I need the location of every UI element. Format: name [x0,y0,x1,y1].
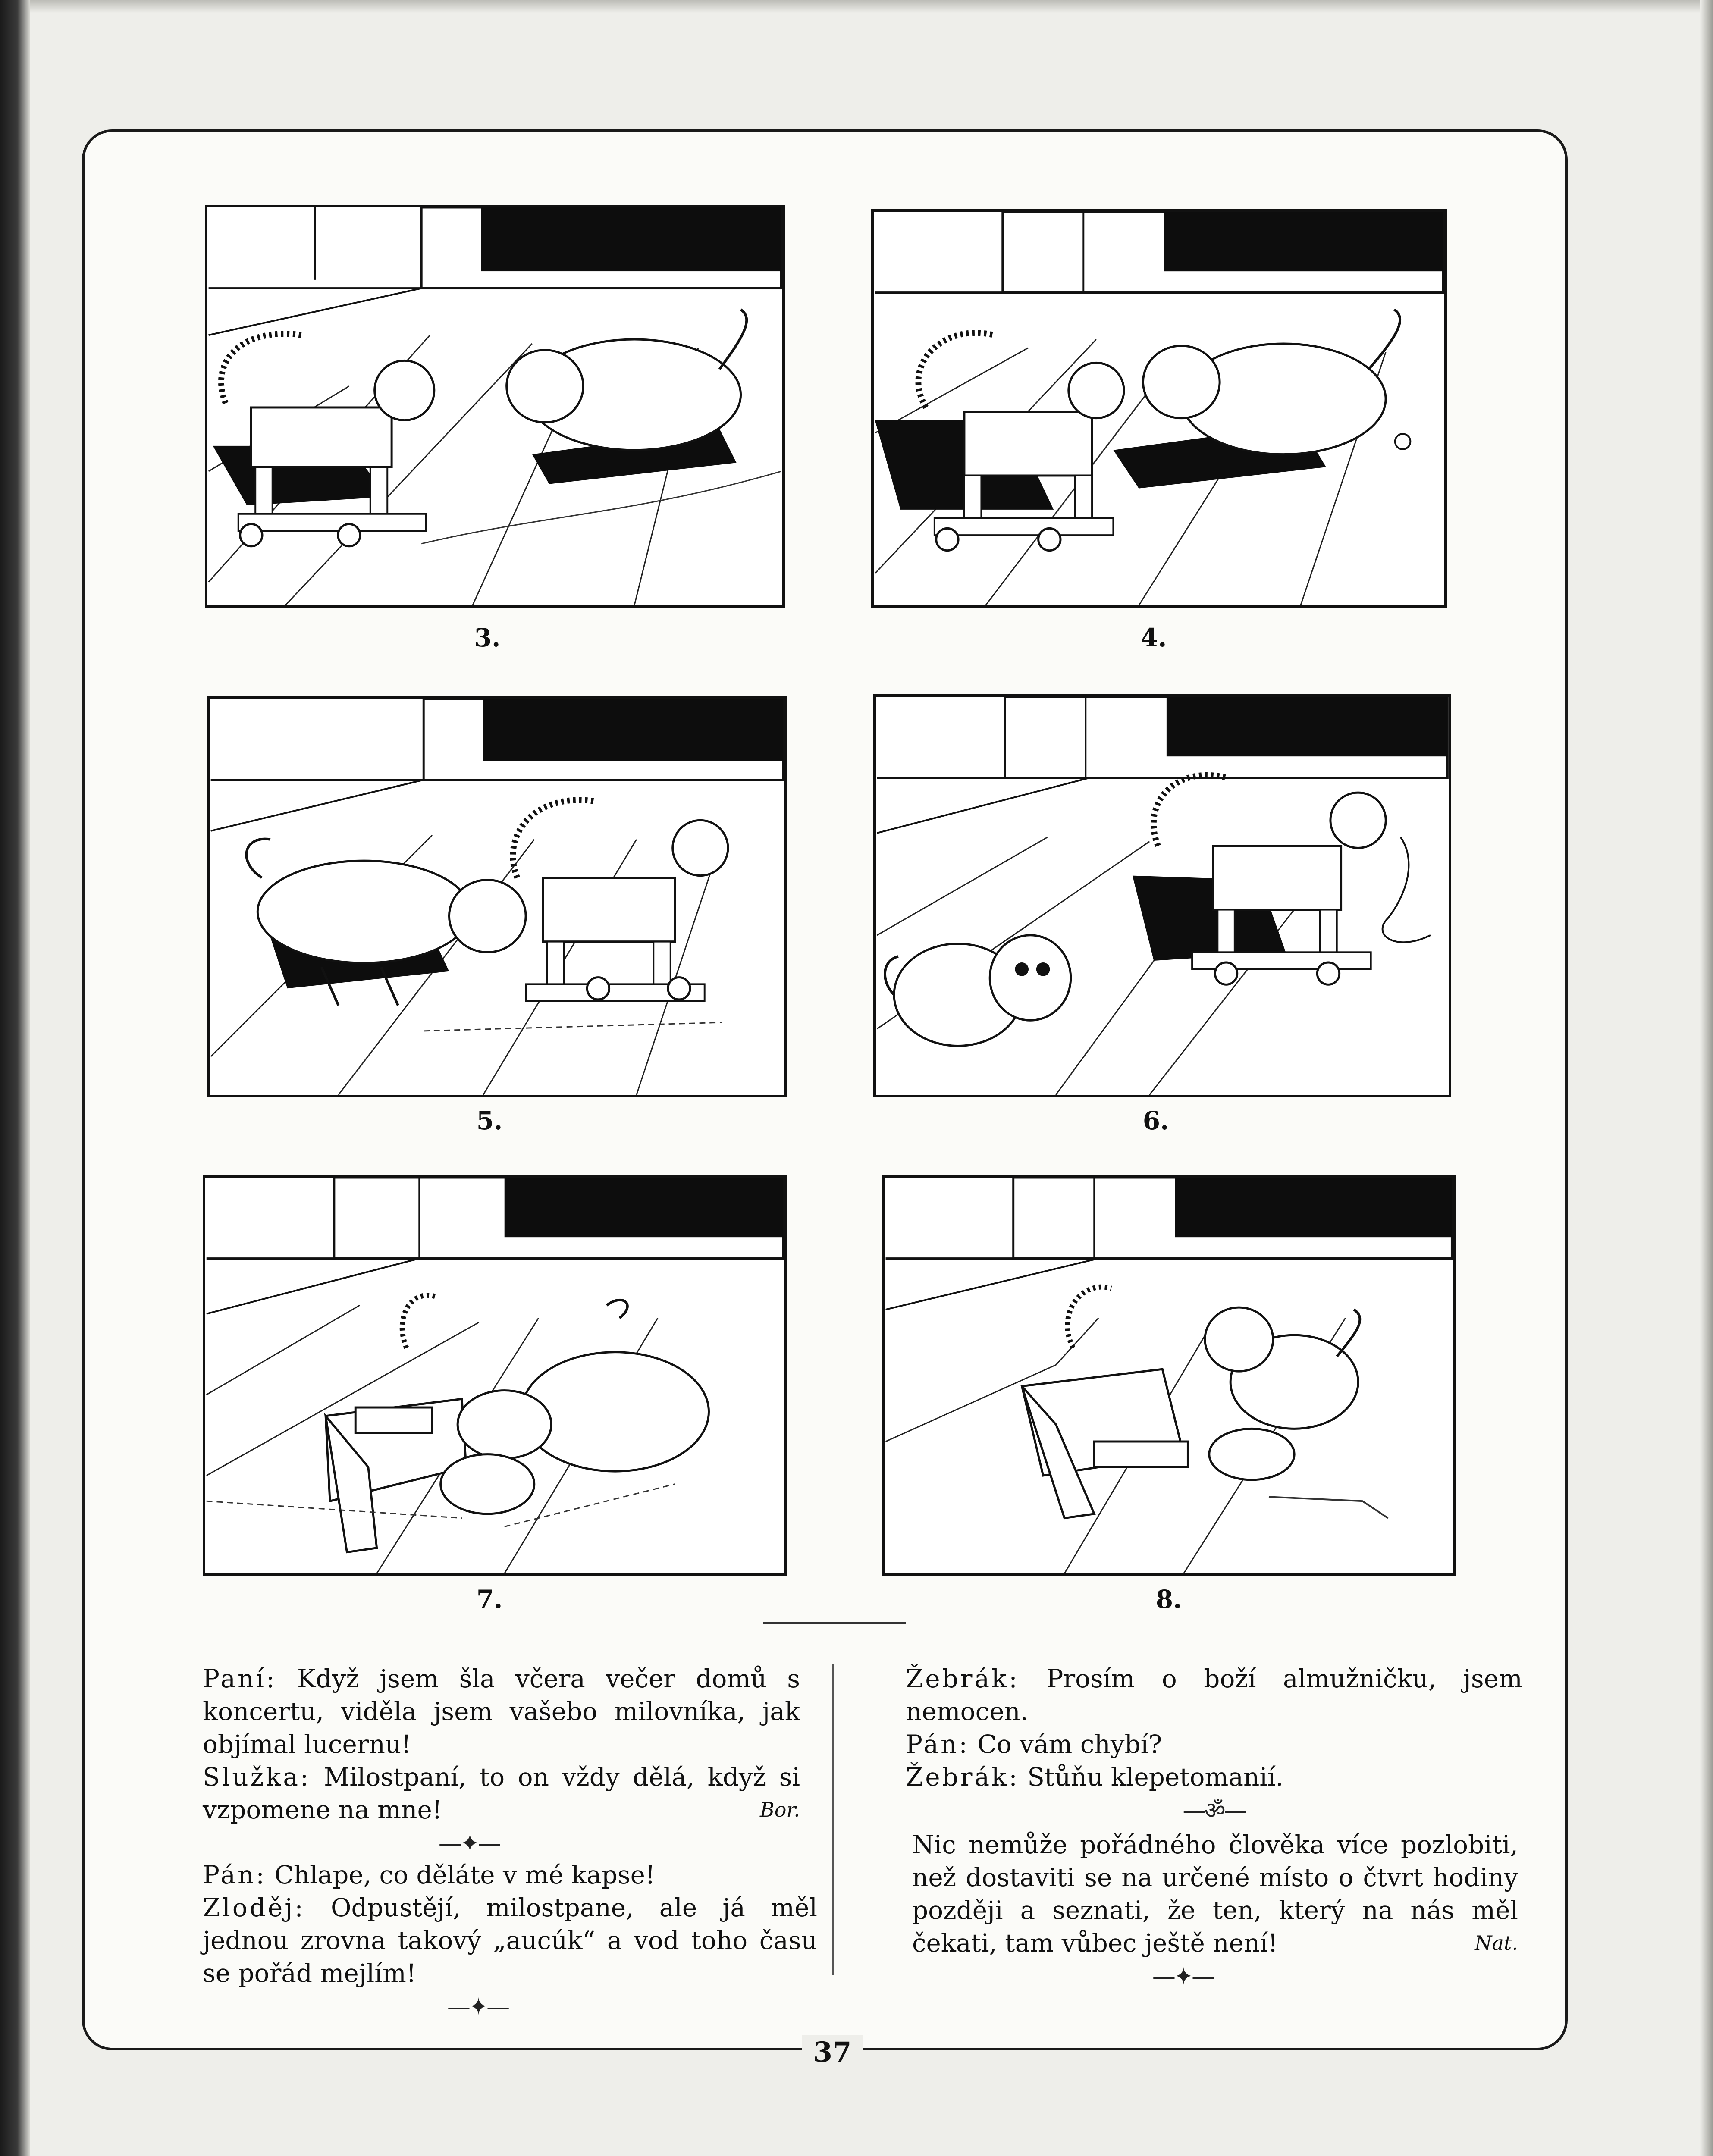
joke-right-1-text-2: Co vám chybí? [977,1730,1162,1759]
panel-8-drawing [885,1178,1453,1573]
joke-left-2 [138,1858,817,2024]
joke-right-2-text: Nic nemůže pořádného člověka více pozlobiti, než dostaviti se na určené místo o čtvrt hodiny později a seznati, že ten, který na nás měl čekati, tam vůbec ještě není! [912,1830,1518,1958]
panel-4-drawing [874,212,1444,605]
comic-panel-6 [873,694,1451,1097]
joke-left-1 [138,1662,800,1861]
ornament-star-3: —✦— [1152,1963,1214,1990]
scan-edge-right [1700,0,1713,2156]
joke-left-2-speaker-2: Zloděj: [203,1893,305,1922]
joke-left-2-text-1: Chlape, co děláte v mé kapse! [274,1860,656,1890]
comic-panel-8 [882,1175,1456,1576]
section-divider [763,1622,906,1624]
comic-panel-7 [203,1175,787,1576]
panel-6-drawing [876,697,1449,1095]
joke-left-1-speaker-1: Paní: [203,1664,277,1693]
ornament-star-1: —✦— [438,1830,500,1857]
joke-right-1 [906,1662,1522,1828]
joke-left-2-speaker-1: Pán: [203,1860,267,1890]
column-divider [832,1664,834,1975]
panel-number-4: 4. [1140,623,1167,652]
joke-right-1-text-1: Prosím o boží almužničku, jsem nemocen. [906,1664,1522,1726]
panel-3-drawing [207,207,782,605]
joke-left-1-text-2: Milostpaní, to on vždy dělá, když si vzpomene na mne! [203,1762,800,1824]
panel-number-7: 7. [476,1585,503,1614]
joke-right-1-speaker-2: Pán: [906,1730,969,1759]
comic-panel-4 [871,209,1447,608]
joke-right-1-text-3: Stůňu klepetomanií. [1027,1762,1283,1792]
joke-left-1-speaker-2: Služka: [203,1762,311,1792]
ornament-star-2: —✦— [447,1993,508,2020]
ornament-knot: —ॐ— [1183,1797,1246,1824]
joke-right-2 [847,1828,1518,1994]
joke-left-1-signature: Bor. [759,1798,800,1821]
panel-number-6: 6. [1142,1106,1169,1135]
panel-5-drawing [210,699,784,1095]
panel-number-3: 3. [474,623,501,652]
joke-left-2-text-2: Odpustějí, milostpane, ale já měl jednou zrovna takový „aucúk“ a vod toho času se pořád mejlím! [203,1893,817,1988]
panel-number-5: 5. [476,1106,503,1135]
comic-panel-5 [207,696,787,1097]
scan-edge-left [0,0,30,2156]
joke-right-1-speaker-3: Žebrák: [906,1762,1020,1792]
scan-edge-top [0,0,1713,13]
panel-number-8: 8. [1155,1585,1182,1614]
page-number: 37 [813,2036,852,2068]
panel-7-drawing [205,1178,784,1573]
joke-left-1-text-1: Když jsem šla včera večer domů s koncertu, viděla jsem vašebo milovníka, jak objímal lucernu! [203,1664,800,1759]
joke-right-1-speaker-1: Žebrák: [906,1664,1020,1693]
joke-right-2-signature: Nat. [1475,1931,1518,1955]
comic-panel-3 [205,205,785,608]
